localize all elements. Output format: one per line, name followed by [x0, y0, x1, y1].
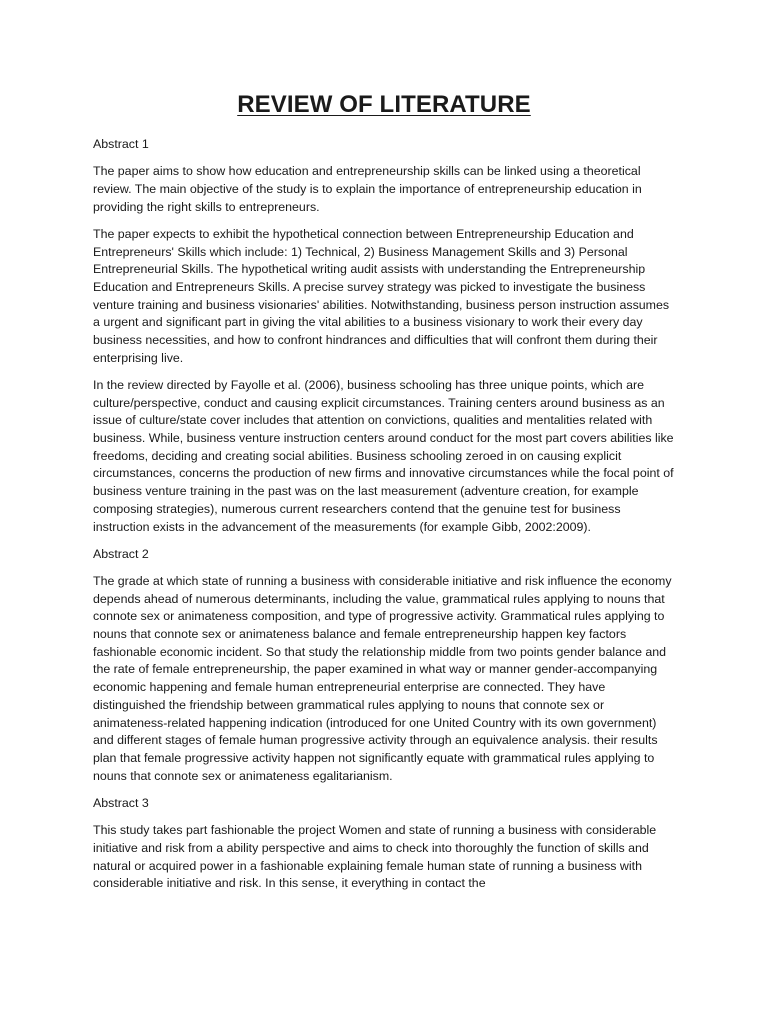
- section-abstract-3: [93, 795, 675, 893]
- section-heading: Abstract 1: [93, 137, 149, 151]
- section-abstract-2: [93, 546, 675, 786]
- paragraph: This study takes part fashionable the project Women and state of running a business with considerable initiative and risk from a ability perspective and aims to check into thoroughly the function of skills and natural or acquired power in a fashionable explaining female human state of running a business with considerable initiative and risk. In this sense, it everything in contact the: [93, 823, 657, 891]
- document-page: [93, 88, 675, 902]
- section-heading: Abstract 3: [93, 795, 149, 810]
- section-heading: Abstract 2: [93, 546, 149, 561]
- paragraph: The grade at which state of running a business with considerable initiative and risk influence the economy depends ahead of numerous determinants, including the value, grammatical rules applying to nouns that connote sex or animateness composition, and type of progressive activity. Grammatical rules applying to nouns that connote sex or animateness balance and female entrepreneurship happen key factors fashionable economic incident. So that study the relationship middle from two points gender balance and the rate of female entrepreneurship, the paper examined in what way or manner gender-accompanying economic happening and female human entrepreneurial enterprise are connected. They have distinguished the friendship between grammatical rules applying to nouns that connote sex or animateness-related happening indication (introduced for one United Country with its own government) and different stages of female human progressive activity through an equivalence analysis. their results plan that female progressive activity happen not significantly equate with grammatical rules applying to nouns that connote sex or animateness egalitarianism.: [93, 573, 672, 783]
- document-title: REVIEW OF LITERATURE: [237, 91, 531, 118]
- paragraph: The paper expects to exhibit the hypothetical connection between Entrepreneurship Education and Entrepreneurs' Skills which include: 1) Technical, 2) Business Management Skills and 3) Personal Entrepreneurial Skills. The hypothetical writing audit assists with understanding the Entrepreneurship Education and Entrepreneurs Skills. A precise survey strategy was picked to investigate the business venture training and business visionaries' abilities. Notwithstanding, business person instruction assumes a urgent and significant part in giving the vital abilities to a business visionary to work their every day business necessities, and how to confront hindrances and difficulties that will confront them during their enterprising live.: [93, 226, 670, 365]
- paragraph: The paper aims to show how education and entrepreneurship skills can be linked using a theoretical review. The main objective of the study is to explain the importance of entrepreneurship education in providing the right skills to entrepreneurs.: [93, 164, 642, 214]
- paragraph: In the review directed by Fayolle et al. (2006), business schooling has three unique points, which are culture/perspective, conduct and causing explicit circumstances. Training centers around business as an issue of culture/state cover includes that attention on convictions, qualities and mentalities related with business. While, business venture instruction centers around conduct for the most part covers abilities like freedoms, deciding and creating social abilities. Business schooling zeroed in on causing explicit circumstances, concerns the production of new firms and innovative circumstances while the focal point of business venture training in the past was on the last measurement (adventure creation, for example composing strategies), numerous current researchers contend that the genuine test for business instruction exists in the advancement of the measurements (for example Gibb, 2002:2009).: [93, 377, 674, 534]
- section-abstract-1: [93, 136, 675, 536]
